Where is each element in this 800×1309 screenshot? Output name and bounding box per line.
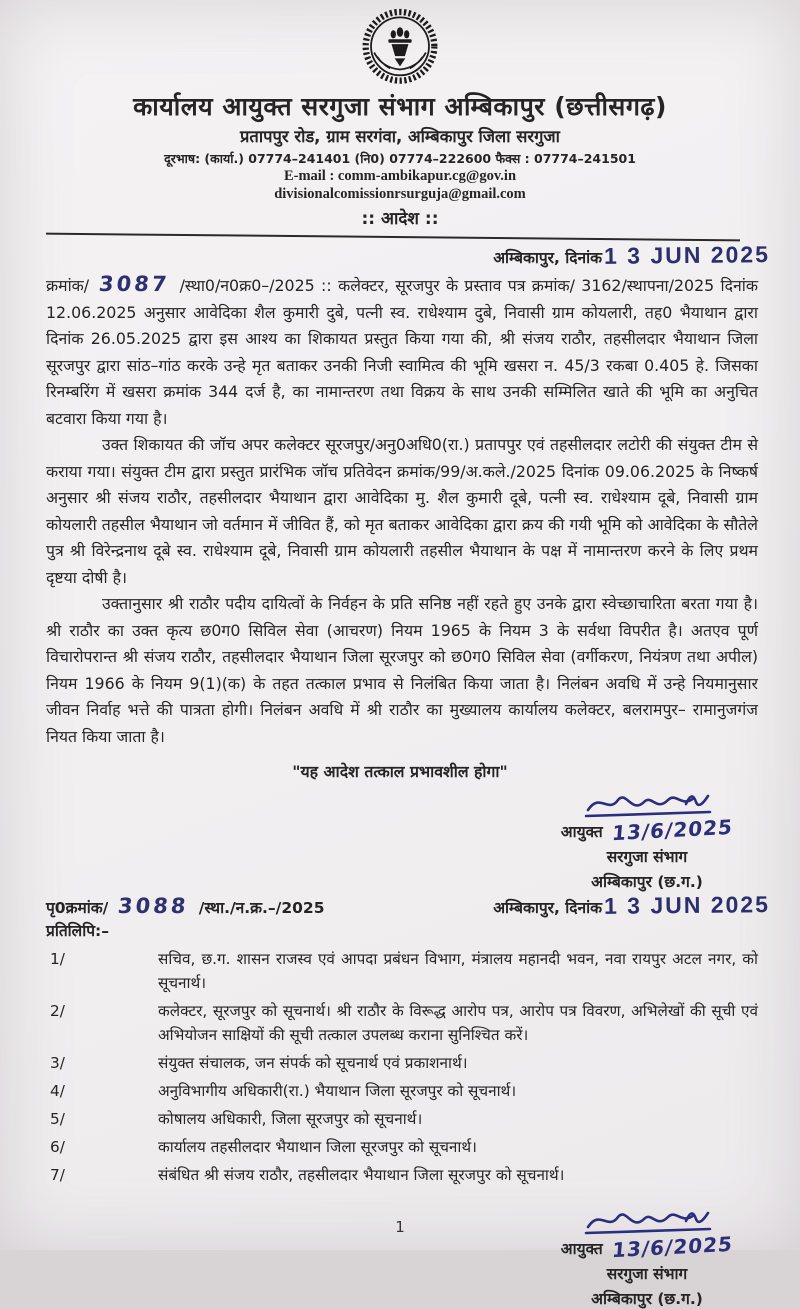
order-heading: :: आदेश :: (361, 209, 439, 229)
copies-label: प्रतिलिपि:– (46, 922, 109, 940)
copy-item (50, 1135, 758, 1159)
endorsement-place-date-label: अम्बिकापुर, दिनांक (493, 899, 603, 917)
copy-number: 6/ (50, 1138, 65, 1156)
order-paragraph-2: उक्त शिकायत की जॉच अपर कलेक्टर सूरजपुर/अनु0अधि0(रा.) प्रतापपुर एवं तहसीलदार लटोरी की संयुक्त टीम से कराया गया। संयुक्त टीम द्वारा प्रस्तुत प्रारंभिक जॉच प्रतिवेदन क्रमांक/99/अ.कले./2025 दिनांक 09.06.2025 के निष्कर्ष अनुसार श्री संजय राठौर, तहसीलदार भैयाथान द्वारा आवेदिका मु. शैल कुमारी दूबे, पत्नी स्व. राधेश्याम दूबे, निवासी ग्राम कोयलारी तहसील भैयाथान जो वर्तमान में जीवित हैं, को मृत बताकर आवेदिका द्वारा क्रय की गयी भूमि को आवेदिका के सौतेले पुत्र श्री विरेन्द्रनाथ दूबे स्व. राधेश्याम दूबे, निवासी ग्राम कोयलारी तहसील भैयाथान के पक्ष में नामान्तरण करने के लिए प्रथम दृष्टया दोषी है। (46, 435, 758, 587)
office-email-alt: divisionalcomissionrsurguja@gmail.com (274, 186, 526, 202)
copy-item (50, 999, 758, 1047)
copy-item (50, 947, 758, 995)
copy-number: 1/ (50, 950, 65, 968)
office-phone-fax: दूरभाष: (कार्या.) 07774–241401 (नि0) 07774–222600 फैक्स : 07774–241501 (164, 151, 636, 166)
copy-number: 4/ (50, 1082, 65, 1100)
endorsement-date-stamp: 1 3 JUN 2025 (603, 891, 771, 919)
signatory-place: अम्बिकापुर (छ.ग.) (591, 1290, 703, 1308)
national-emblem-seal-icon (354, 8, 446, 90)
office-address: प्रतापपुर रोड, ग्राम सरगंवा, अम्बिकापुर जिला सरगुजा (240, 127, 560, 146)
endorsement-ref-number-handwritten: 3088 (117, 894, 191, 918)
endorsement-row (46, 892, 770, 919)
copy-text: संयुक्त संचालक, जन संपर्क को सूचनार्थ एवं प्रकाशनार्थ। (158, 1054, 468, 1072)
signatory-row (522, 814, 772, 846)
copy-text: सचिव, छ.ग. शासन राजस्व एवं आपदा प्रबंधन विभाग, मंत्रालय महानदी भवन, नवा रायपुर अटल नगर, को सूचनार्थ। (158, 950, 758, 992)
order-ref-number-handwritten: 3087 (97, 272, 171, 296)
signatory-division: सरगुजा संभाग (606, 1265, 688, 1283)
signatory-designation: आयुक्त (560, 1240, 603, 1258)
copy-number: 5/ (50, 1110, 65, 1128)
order-body (46, 271, 758, 750)
copy-text: अनुविभागीय अधिकारी(रा.) भैयाथान जिला सूरजपुर को सूचनार्थ। (158, 1082, 517, 1100)
signature-handwritten-date: 13/6/2025 (611, 814, 735, 846)
page-number: 1 (395, 1218, 405, 1236)
copy-item (50, 1163, 758, 1187)
signatory-designation: आयुक्त (560, 823, 603, 841)
office-email: E-mail : comm-ambikapur.cg@gov.in (283, 168, 517, 184)
copy-number: 2/ (50, 1002, 65, 1020)
copy-item (50, 1107, 758, 1131)
order-ref-suffix: /स्था0/न0क्र0–/2025 :: (179, 276, 332, 295)
copy-text: संबंधित श्री संजय राठौर, तहसीलदार भैयाथान जिला सूरजपुर को सूचनार्थ। (158, 1166, 565, 1184)
endorsement-ref-suffix: /स्था./न.क्र.–/2025 (198, 899, 325, 917)
date-stamp: 1 3 JUN 2025 (603, 241, 771, 269)
signature-handwritten-date: 13/6/2025 (611, 1231, 735, 1263)
order-ref-prefix: क्रमांक/ (46, 276, 90, 295)
signature-block-top (522, 784, 772, 892)
place-date-label: अम्बिकापुर, दिनांक (493, 249, 603, 267)
copy-item (50, 1051, 758, 1075)
order-effective-quote: "यह आदेश तत्काल प्रभावशील होगा" (292, 762, 508, 781)
signatory-row (522, 1231, 772, 1263)
copy-number: 3/ (50, 1054, 65, 1072)
copy-number: 7/ (50, 1166, 65, 1184)
copy-text: कोषालय अधिकारी, जिला सूरजपुर को सूचनार्थ। (158, 1110, 423, 1128)
order-paragraph-3: उक्तानुसार श्री राठौर पदीय दायित्वों के निर्वहन के प्रति सनिष्ठ नहीं रहते हुए उनके द्वारा स्वेच्छाचारिता बरता गया है। श्री राठौर का उक्त कृत्य छ0ग0 सिविल सेवा (आचरण) नियम 1965 के नियम 3 के सर्वथा विपरीत है। अतएव पूर्ण विचारोपरान्त श्री संजय राठौर, तहसीलदार भैयाथान जिला सूरजपुर को छ0ग0 सिविल सेवा (वर्गीकरण, नियंत्रण तथा अपील) नियम 1966 के नियम 9(1)(क) के तहत तत्काल प्रभाव से निलंबित किया जाता है। निलंबन अवधि में उन्हे नियमानुसार जीवन निर्वाह भत्ते की पात्रता होगी। निलंबन अवधि में श्री राठौर का मुख्यालय कार्यालय कलेक्टर, बलरामपुर– रामानुजगंज नियत किया जाता है। (46, 594, 758, 746)
copy-text: कलेक्टर, सूरजपुर को सूचनार्थ। श्री राठौर के विरूद्ध आरोप पत्र, आरोप पत्र विवरण, अभिलेखों की सूची एवं अभियोजन साक्षियों की सूची तत्काल उपलब्ध कराना सुनिश्चित करें। (158, 1002, 758, 1044)
order-paragraph-1 (46, 271, 758, 432)
signatory-place: अम्बिकापुर (छ.ग.) (591, 873, 703, 891)
office-name: कार्यालय आयुक्त सरगुजा संभाग अम्बिकापुर (छत्तीसगढ़) (133, 92, 667, 121)
order-paragraph-1-text: कलेक्टर, सूरजपुर के प्रस्ताव पत्र क्रमांक/ 3162/स्थापना/2025 दिनांक 12.06.2025 अनुसार आवेदिका शैल कुमारी दुबे, पत्नी स्व. राधेश्याम दुबे, निवासी ग्राम कोयलारी, तह0 भैयाथान द्वारा दिनांक 26.05.2025 द्वारा इस आश्य का शिकायत प्रस्तुत किया गया की, श्री संजय राठौर, तहसीलदार भैयाथान जिला सूरजपुर द्वारा सांठ–गांठ करके उन्हे मृत बताकर उनकी निजी स्वामित्व की भूमि खसरा न. 45/3 रकबा 0.405 हे. जिसका रिनम्बरिंग में खसरा क्रमांक 344 दर्ज है, का नामान्तरण तथा विक्रय के साथ उनकी सम्मिलित खाते की भूमि का अनुचित बटवारा किया गया है। (46, 276, 758, 428)
order-date-row (0, 238, 800, 269)
copy-item (50, 1079, 758, 1103)
letterhead (0, 0, 800, 238)
signatory-division: सरगुजा संभाग (606, 848, 688, 866)
endorsement-ref-prefix: पृ0क्रमांक/ (46, 899, 109, 917)
copy-text: कार्यालय तहसीलदार भैयाथान जिला सूरजपुर को सूचनार्थ। (158, 1138, 477, 1156)
copies-list (0, 947, 800, 1187)
